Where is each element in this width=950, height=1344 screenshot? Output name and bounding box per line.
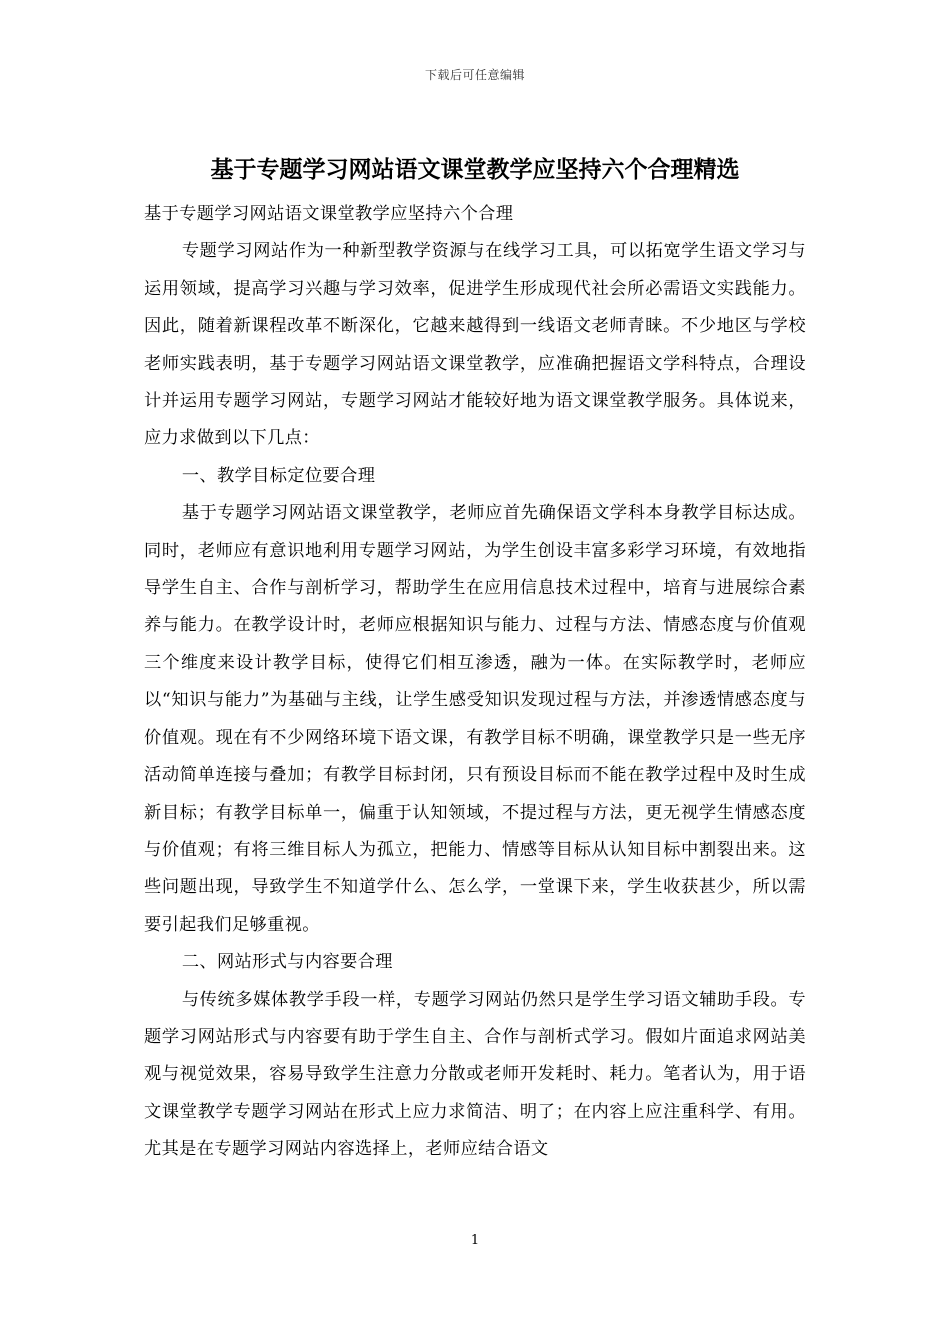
section-1-paragraph: 基于专题学习网站语文课堂教学，老师应首先确保语文学科本身教学目标达成。同时，老师应有意识地利用专题学习网站，为学生创设丰富多彩学习环境，有效地指导学生自主、合作与剖析学习，帮助学生在应用信息技术过程中，培育与进展综合素养与能力。在教学设计时，老师应根据知识与能力、过程与方法、情感态度与价值观三个维度来设计教学目标，使得它们相互渗透，融为一体。在实际教学时，老师应以“知识与能力”为基础与主线，让学生感受知识发现过程与方法，并渗透情感态度与价值观。现在有不少网络环境下语文课，有教学目标不明确，课堂教学只是一些无序活动简单连接与叠加；有教学目标封闭，只有预设目标而不能在教学过程中及时生成新目标；有教学目标单一，偏重于认知领域，不提过程与方法，更无视学生情感态度与价值观；有将三维目标人为孤立，把能力、情感等目标从认知目标中割裂出来。这些问题出现，导致学生不知道学什么、怎么学，一堂课下来，学生收获甚少，所以需要引起我们足够重视。 xyxy=(144,503,806,935)
intro-paragraph: 专题学习网站作为一种新型教学资源与在线学习工具，可以拓宽学生语文学习与运用领域，提高学习兴趣与学习效率，促进学生形成现代社会所必需语文实践能力。因此，随着新课程改革不断深化，它越来越得到一线语文老师青睐。不少地区与学校老师实践表明，基于专题学习网站语文课堂教学，应准确把握语文学科特点，合理设计并运用专题学习网站，专题学习网站才能较好地为语文课堂教学服务。具体说来，应力求做到以下几点： xyxy=(144,241,806,449)
section-heading-1: 一、教学目标定位要合理 xyxy=(181,465,376,486)
page-number: 1 xyxy=(470,1233,480,1248)
section-2-paragraph: 与传统多媒体教学手段一样，专题学习网站仍然只是学生学习语文辅助手段。专题学习网站形式与内容要有助于学生自主、合作与剖析式学习。假如片面追求网站美观与视觉效果，容易导致学生注意力分散或老师开发耗时、耗力。笔者认为，用于语文课堂教学专题学习网站在形式上应力求简洁、明了；在内容上应注重科学、有用。尤其是在专题学习网站内容选择上，老师应结合语文 xyxy=(144,989,806,1160)
section-heading-2: 二、网站形式与内容要合理 xyxy=(181,952,393,973)
header-note: 下载后可任意编辑 xyxy=(424,68,525,82)
subtitle-paragraph: 基于专题学习网站语文课堂教学应坚持六个合理 xyxy=(144,204,514,224)
document-body xyxy=(144,196,806,1169)
document-title: 基于专题学习网站语文课堂教学应坚持六个合理精选 xyxy=(210,156,740,183)
